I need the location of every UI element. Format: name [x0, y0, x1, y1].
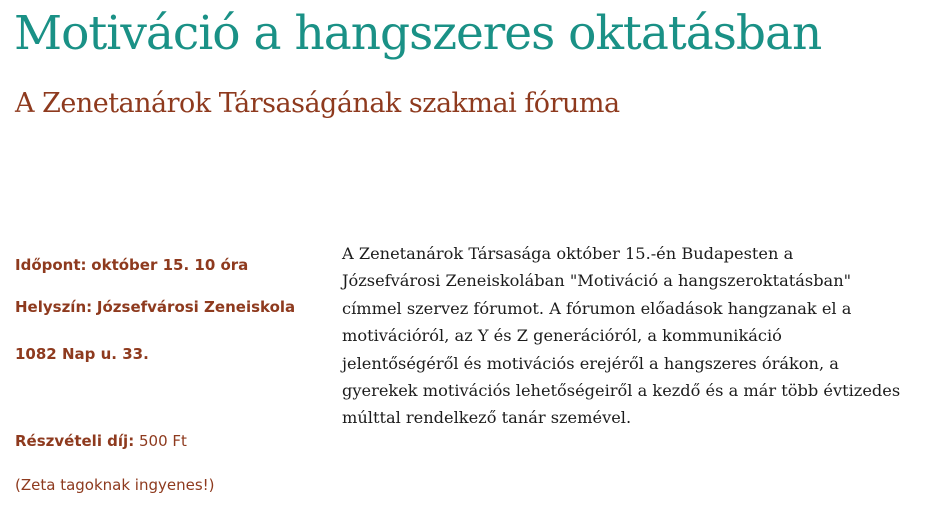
event-description	[342, 240, 938, 432]
event-venue-label: Helyszín:	[15, 298, 93, 316]
description-line: jelentőségéről és motivációs erejéről a hangszeres órákon, a	[342, 353, 839, 373]
page-subtitle: A Zenetanárok Társaságának szakmai fóruma	[15, 88, 620, 119]
description-line: címmel szervez fórumot. A fórumon előadások hangzanak el a	[342, 298, 852, 318]
event-fee	[15, 431, 187, 451]
event-address	[15, 344, 149, 364]
event-address-value: 1082 Nap u. 33.	[15, 345, 149, 363]
description-line: Józsefvárosi Zeneiskolában "Motiváció a hangszeroktatásban"	[342, 271, 852, 291]
description-line: A Zenetanárok Társasága október 15.-én Budapesten a	[342, 244, 794, 263]
page-title: Motiváció a hangszeres oktatásban	[14, 6, 822, 61]
description-line: gyerekek motivációs lehetőségeiről a kezdő és a már több évtizedes	[342, 381, 901, 401]
description-line: múlttal rendelkező tanár szemével.	[342, 408, 632, 428]
event-time-value: október 15. 10 óra	[91, 256, 249, 274]
event-time	[15, 255, 248, 275]
event-fee-value: 500 Ft	[138, 432, 187, 450]
event-venue	[15, 297, 295, 317]
description-line: motivációról, az Y és Z generációról, a kommunikáció	[342, 326, 782, 346]
event-time-label: Időpont:	[15, 256, 87, 274]
event-fee-label: Részvételi díj:	[15, 432, 135, 450]
event-fee-note	[15, 475, 215, 495]
event-venue-value: Józsefvárosi Zeneiskola	[96, 298, 296, 316]
event-fee-note-text: (Zeta tagoknak ingyenes!)	[15, 476, 215, 494]
